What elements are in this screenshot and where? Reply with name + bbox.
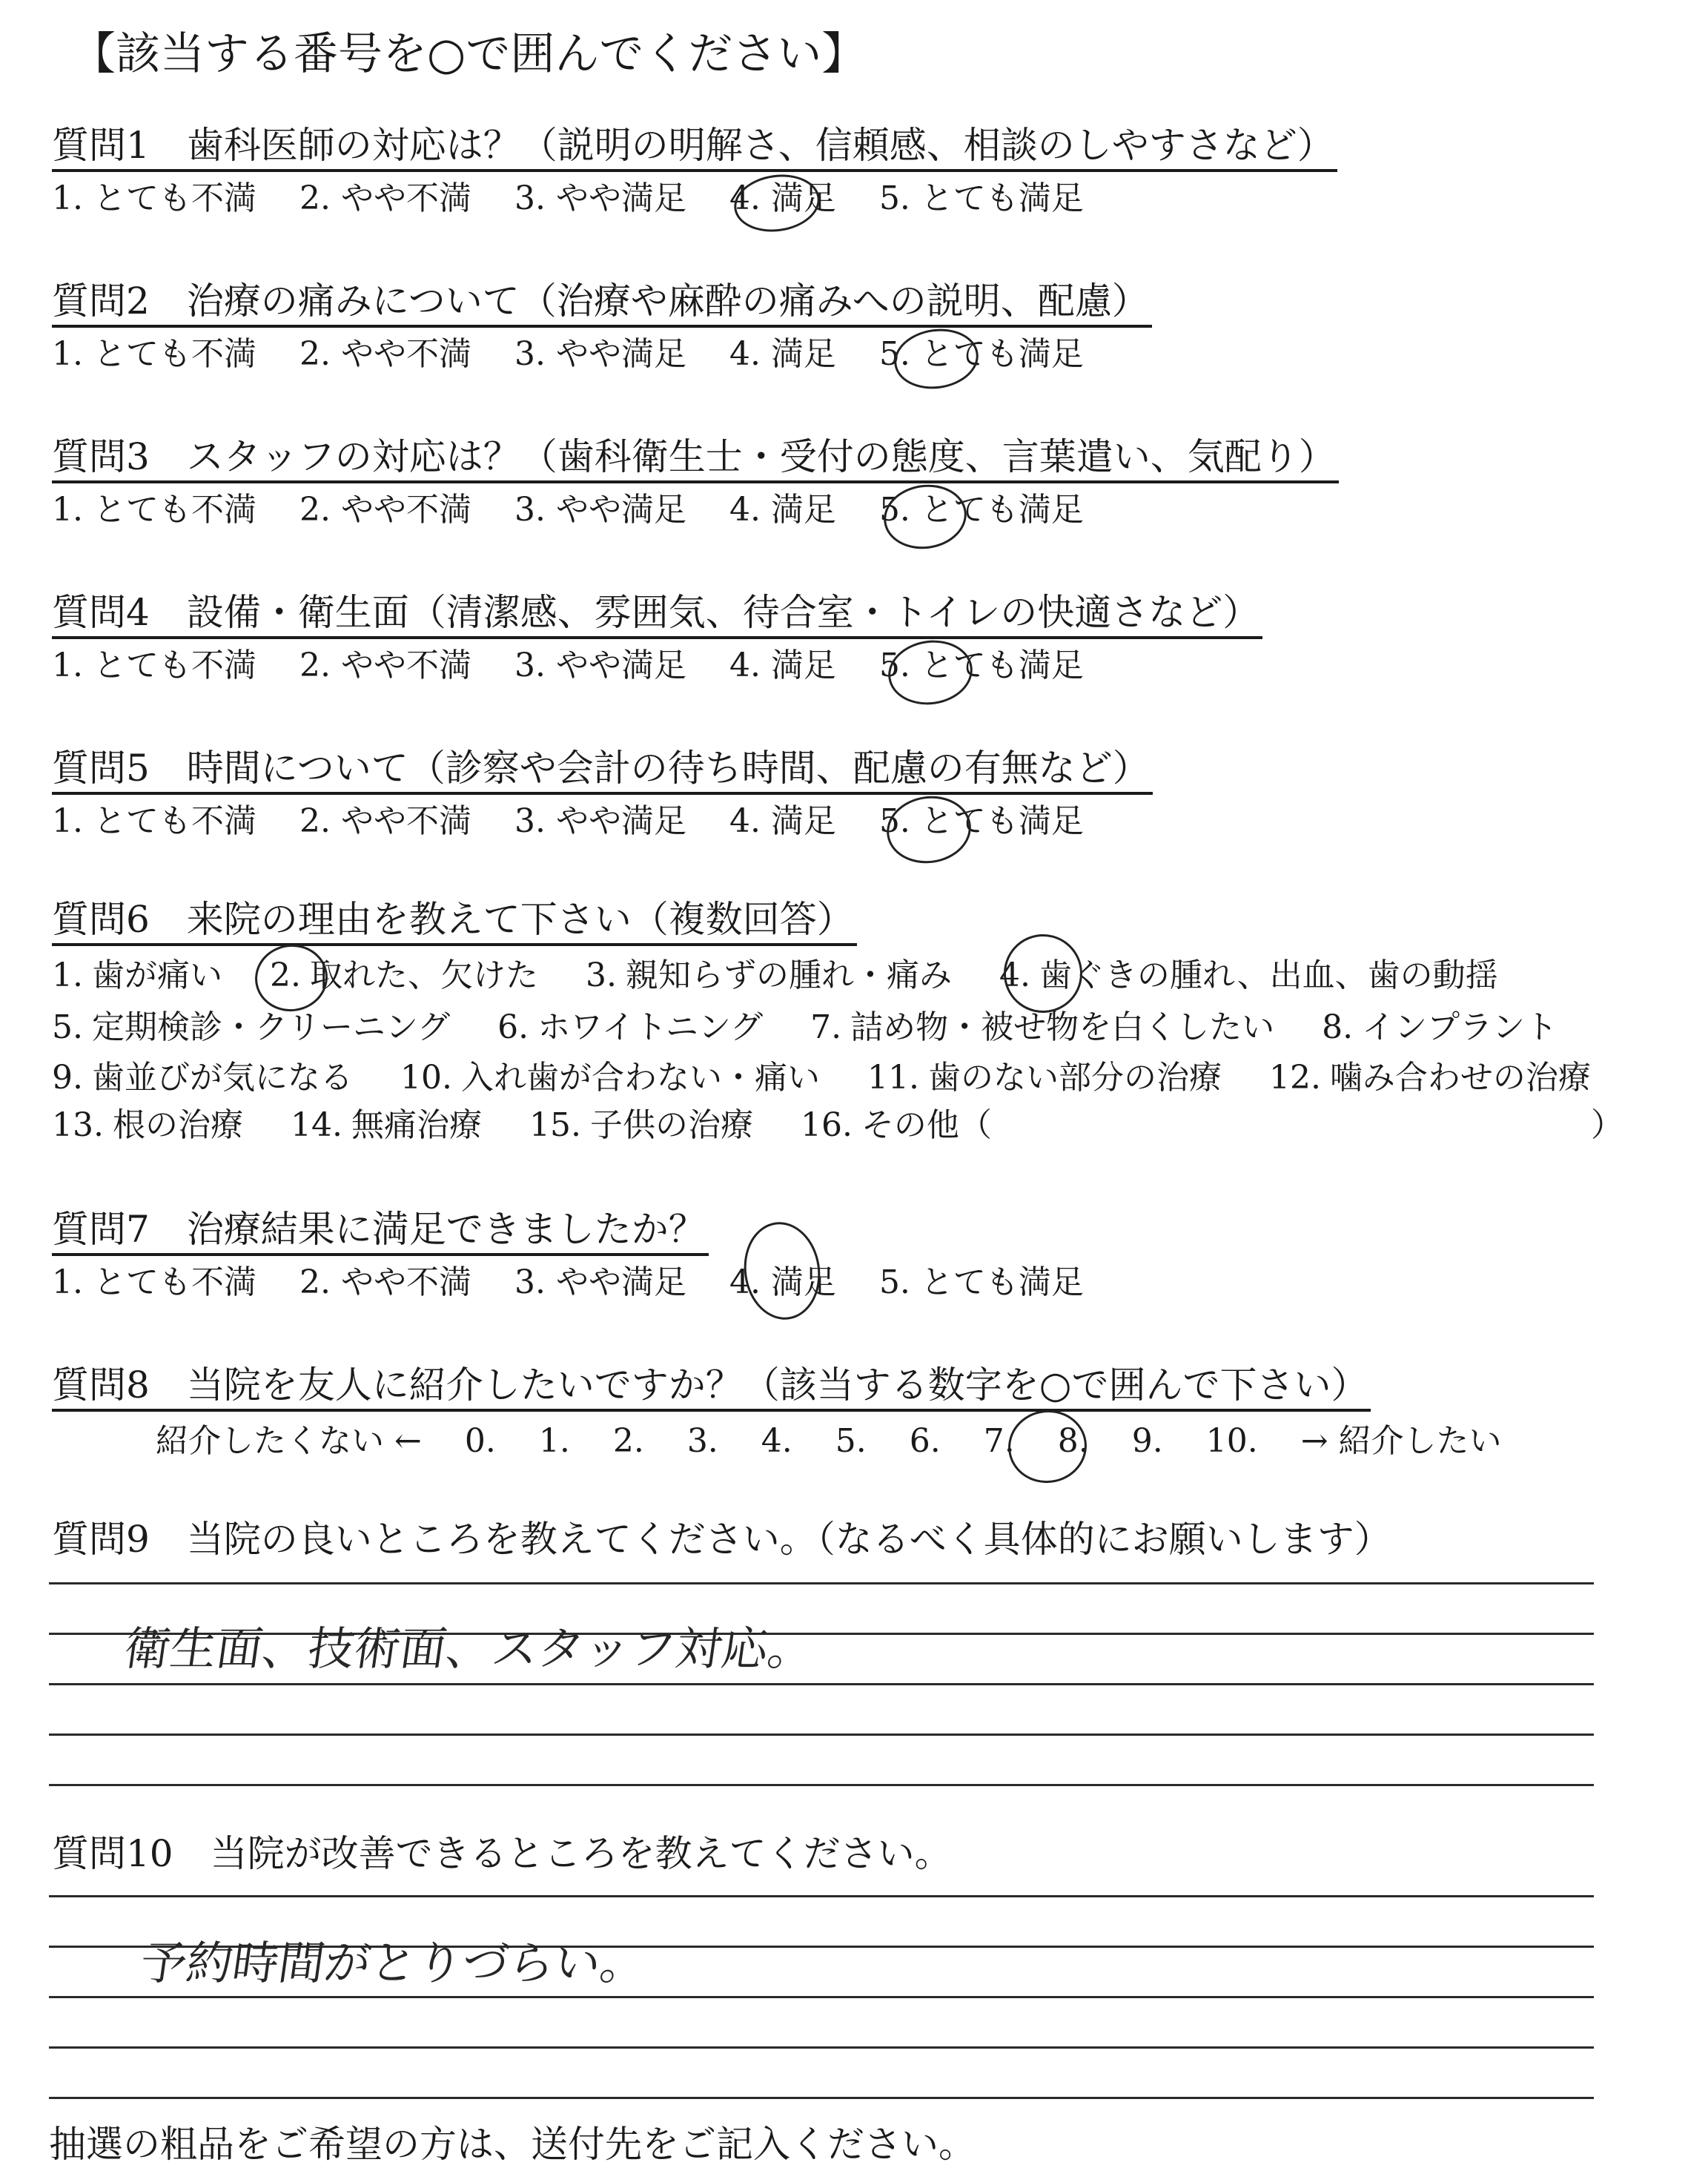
q6-option-9[interactable]: 9. 歯並びが気になる (52, 1059, 353, 1097)
q1-heading: 質問1 歯科医師の対応は？（説明の明解さ、信頼感、相談のしやすさなど） (52, 122, 1337, 172)
q3-heading: 質問3 スタッフの対応は？（歯科衛生士・受付の態度、言葉遣い、気配り） (52, 433, 1339, 483)
q6-option-16[interactable]: 16. その他（ (800, 1106, 992, 1144)
q1-option-2[interactable]: 2. やや不満 (299, 179, 471, 217)
q8-heading: 質問8 当院を友人に紹介したいですか？（該当する数字を○で囲んで下さい） (52, 1361, 1371, 1412)
q6-options-row-4 (52, 1103, 1029, 1148)
footer-note: 抽選の粗品をご希望の方は、送付先をご記入ください。 (49, 2123, 976, 2166)
q7-option-5[interactable]: 5. とても満足 (878, 1263, 1084, 1301)
q7-heading: 質問7 治療結果に満足できましたか？ (52, 1206, 709, 1256)
q6-option-6[interactable]: 6. ホワイトニング (497, 1008, 764, 1046)
q10-answer-line-3 (49, 1996, 1594, 1998)
q10-handwritten-answer[interactable]: 予約時間がとりづらい。 (136, 1936, 651, 1990)
q6-option-3[interactable]: 3. 親知らずの腫れ・痛み (585, 956, 952, 994)
q9-handwritten-answer[interactable]: 衛生面、技術面、スタッフ対応。 (120, 1622, 818, 1676)
q7-option-1[interactable]: 1. とても不満 (52, 1263, 256, 1301)
q8-scale-3[interactable]: 3. (686, 1422, 718, 1460)
page-title: 【該当する番号を○で囲んでください】 (71, 28, 867, 80)
q6-option-2[interactable]: 2. 取れた、欠けた (269, 956, 538, 994)
q6-option-11[interactable]: 11. 歯のない部分の治療 (867, 1059, 1222, 1097)
q3-options (52, 488, 1116, 532)
q10-heading: 質問10 当院が改善できるところを教えてください。 (52, 1832, 952, 1875)
q4-options (52, 644, 1116, 688)
q9-answer-line-4 (49, 1734, 1594, 1736)
q2-option-5[interactable]: 5. とても満足 (878, 335, 1084, 373)
q7-options (52, 1260, 1116, 1305)
q6-option-13[interactable]: 13. 根の治療 (52, 1106, 243, 1144)
q8-scale-8[interactable]: 8. (1057, 1422, 1089, 1460)
q1-options (52, 176, 1116, 221)
q2-option-2[interactable]: 2. やや不満 (299, 335, 471, 373)
q3-option-2[interactable]: 2. やや不満 (299, 491, 471, 529)
q8-scale-5[interactable]: 5. (835, 1422, 867, 1460)
q4-option-1[interactable]: 1. とても不満 (52, 647, 256, 684)
q4-option-2[interactable]: 2. やや不満 (299, 647, 471, 684)
q6-option-14[interactable]: 14. 無痛治療 (290, 1106, 482, 1144)
q1-option-4[interactable]: 4. 満足 (729, 179, 836, 217)
q9-answer-line-5 (49, 1784, 1594, 1786)
q8-scale-10[interactable]: 10. (1205, 1422, 1258, 1460)
q6-option-7[interactable]: 7. 詰め物・被せ物を白くしたい (810, 1008, 1275, 1046)
q6-option-15[interactable]: 15. 子供の治療 (529, 1106, 753, 1144)
q5-option-3[interactable]: 3. やや満足 (514, 802, 686, 840)
q2-option-3[interactable]: 3. やや満足 (514, 335, 686, 373)
q6-option-5[interactable]: 5. 定期検診・クリーニング (52, 1008, 451, 1046)
q4-heading: 質問4 設備・衛生面（清潔感、雰囲気、待合室・トイレの快適さなど） (52, 589, 1262, 639)
q5-option-1[interactable]: 1. とても不満 (52, 802, 256, 840)
q4-option-5[interactable]: 5. とても満足 (878, 647, 1084, 684)
q8-scale-2[interactable]: 2. (612, 1422, 644, 1460)
q8-scale-9[interactable]: 9. (1131, 1422, 1163, 1460)
q8-scale-7[interactable]: 7. (983, 1422, 1015, 1460)
q2-heading: 質問2 治療の痛みについて（治療や麻酔の痛みへの説明、配慮） (52, 277, 1152, 328)
q1-option-5[interactable]: 5. とても満足 (878, 179, 1084, 217)
q6-option-12[interactable]: 12. 噛み合わせの治療 (1268, 1059, 1591, 1097)
q5-option-5[interactable]: 5. とても満足 (878, 802, 1084, 840)
q10-answer-line-5 (49, 2097, 1594, 2099)
q6-options-row-1 (52, 954, 1535, 998)
q1-option-1[interactable]: 1. とても不満 (52, 179, 256, 217)
q8-right-label: → 紹介したい (1300, 1422, 1502, 1460)
q1-option-3[interactable]: 3. やや満足 (514, 179, 686, 217)
q6-other-close-paren: ） (1591, 1106, 1623, 1144)
q6-option-1[interactable]: 1. 歯が痛い (52, 956, 222, 994)
q6-heading: 質問6 来院の理由を教えて下さい（複数回答） (52, 896, 857, 946)
q7-option-2[interactable]: 2. やや不満 (299, 1263, 471, 1301)
q5-heading: 質問5 時間について（診察や会計の待ち時間、配慮の有無など） (52, 744, 1153, 795)
q2-options (52, 332, 1116, 377)
q8-scale-6[interactable]: 6. (909, 1422, 941, 1460)
q9-answer-line-3 (49, 1683, 1594, 1685)
q4-option-4[interactable]: 4. 満足 (729, 647, 836, 684)
q5-option-2[interactable]: 2. やや不満 (299, 802, 471, 840)
q6-options-row-2 (52, 1005, 1595, 1050)
q3-option-5[interactable]: 5. とても満足 (878, 491, 1084, 529)
q9-heading: 質問9 当院の良いところを教えてください。（なるべく具体的にお願いします） (52, 1518, 1391, 1561)
q5-option-4[interactable]: 4. 満足 (729, 802, 836, 840)
q3-option-1[interactable]: 1. とても不満 (52, 491, 256, 529)
q8-scale (156, 1419, 1535, 1464)
q7-option-4[interactable]: 4. 満足 (729, 1263, 836, 1301)
q8-scale-1[interactable]: 1. (538, 1422, 570, 1460)
q8-left-label: 紹介したくない ← (156, 1422, 422, 1460)
q6-option-10[interactable]: 10. 入れ歯が合わない・痛い (400, 1059, 820, 1097)
q5-options (52, 799, 1116, 844)
q4-option-3[interactable]: 3. やや満足 (514, 647, 686, 684)
q6-option-8[interactable]: 8. インプラント (1322, 1008, 1558, 1046)
q9-answer-line-1 (49, 1582, 1594, 1584)
q2-option-1[interactable]: 1. とても不満 (52, 335, 256, 373)
q10-answer-line-1 (49, 1895, 1594, 1897)
q8-scale-0[interactable]: 0. (464, 1422, 496, 1460)
q8-scale-4[interactable]: 4. (761, 1422, 792, 1460)
q10-answer-line-4 (49, 2046, 1594, 2049)
q6-option-4[interactable]: 4. 歯ぐきの腫れ、出血、歯の動揺 (999, 956, 1498, 994)
q3-option-3[interactable]: 3. やや満足 (514, 491, 686, 529)
q7-option-3[interactable]: 3. やや満足 (514, 1263, 686, 1301)
q3-option-4[interactable]: 4. 満足 (729, 491, 836, 529)
q2-option-4[interactable]: 4. 満足 (729, 335, 836, 373)
q6-options-row-3 (52, 1056, 1628, 1100)
